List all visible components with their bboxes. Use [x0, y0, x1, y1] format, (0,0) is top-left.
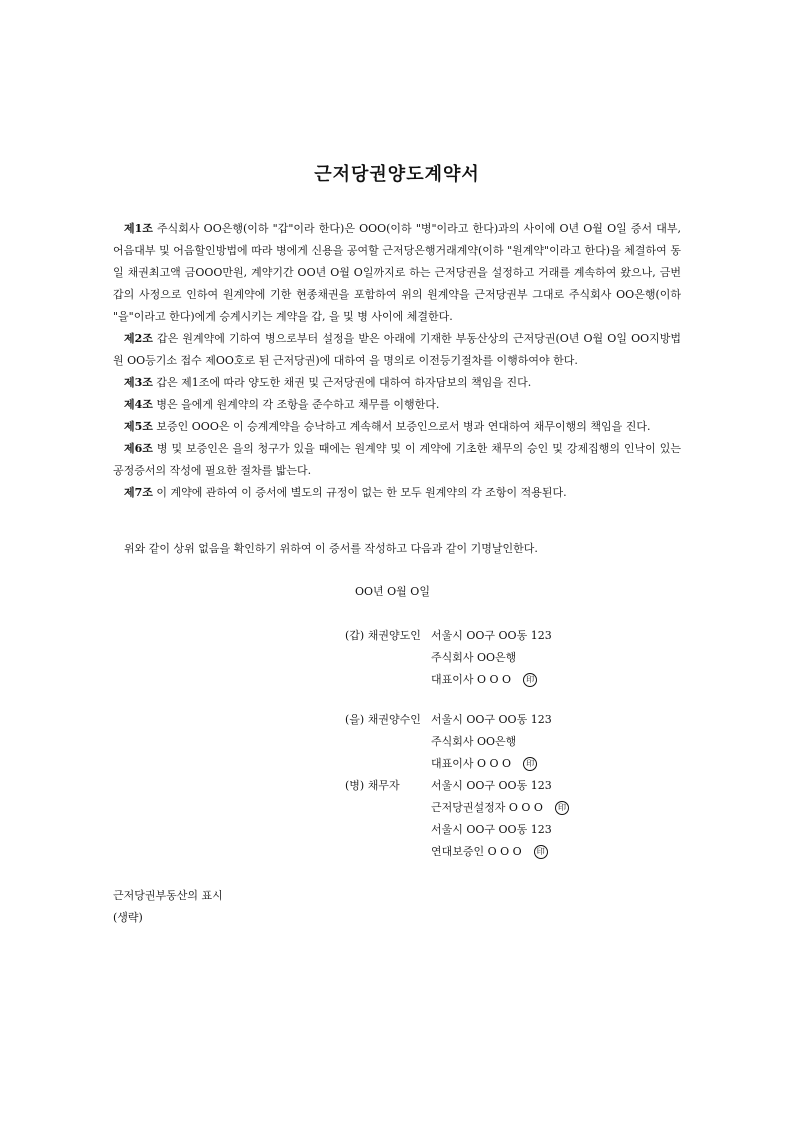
seal-icon: 印: [534, 845, 548, 859]
article-text: 갑은 제1조에 따라 양도한 채권 및 근저당권에 대하여 하자담보의 책임을 진다.: [152, 376, 532, 389]
seal-icon: 印: [555, 801, 569, 815]
property-note: (생략): [113, 911, 143, 924]
joint-guarantor: 연대보증인 O O O: [431, 845, 522, 858]
party-address: 서울시 OO구 OO동 123: [431, 713, 552, 726]
article-2: [113, 328, 681, 372]
article-text: 병 및 보증인은 을의 청구가 있을 때에는 원계약 및 이 계약에 기초한 채무의 승인 및 강제집행의 인낙이 있는 공정증서의 작성에 필요한 절차를 밟는다.: [113, 442, 681, 477]
article-4: [113, 394, 681, 416]
guarantor-address: 서울시 OO구 OO동 123: [431, 823, 552, 836]
article-number: 제3조: [124, 376, 153, 389]
contract-date: OO년 O월 O일: [355, 585, 430, 598]
article-5: [113, 416, 681, 438]
article-3: [113, 372, 681, 394]
article-list: [113, 218, 681, 504]
closing-statement: 위와 같이 상위 없음을 확인하기 위하여 이 증서를 작성하고 다음과 같이 기명날인한다.: [124, 542, 538, 555]
article-number: 제6조: [124, 442, 153, 455]
article-number: 제1조: [124, 222, 153, 235]
article-6: [113, 438, 681, 482]
article-number: 제2조: [124, 332, 153, 345]
party-representative: 대표이사 O O O: [431, 673, 512, 686]
party-label: (병) 채무자: [345, 779, 400, 792]
party-company: 주식회사 OO은행: [431, 651, 517, 664]
article-text: 주식회사 OO은행(이하 "갑"이라 한다)은 OOO(이하 "병"이라고 한다)과의 사이에 O년 O월 O일 증서 대부, 어음대부 및 어음할인방법에 따라 병에게 신용을 공여할 근저당은행거래계약(이하 "원계약"이라고 한다)을 체결하여 동일 채권최고액 금OOO만원, 계약기간 OO년 O월 O일까지로 하는 근저당권을 설정하고 거래를 계속하여 왔으나, 금번 갑의 사정으로 인하여 원계약에 기한 현종채권을 포함하여 위의 원계약을 근저당권부 그대로 주식회사 OO은행(이하 "을"이라고 한다)에게 승계시키는 계약을 갑, 을 및 병 사이에 체결한다.: [113, 222, 681, 323]
seal-icon: 印: [523, 673, 537, 687]
article-number: 제5조: [124, 420, 153, 433]
article-1: [113, 218, 681, 328]
party-label: (갑) 채권양도인: [345, 629, 421, 642]
party-address: 서울시 OO구 OO동 123: [431, 629, 552, 642]
seal-icon: 印: [523, 757, 537, 771]
party-company: 주식회사 OO은행: [431, 735, 517, 748]
debtor-address: 서울시 OO구 OO동 123: [431, 779, 552, 792]
article-text: 이 계약에 관하여 이 증서에 별도의 규정이 없는 한 모두 원계약의 각 조항이 적용된다.: [152, 486, 567, 499]
property-heading: 근저당권부동산의 표시: [113, 889, 223, 902]
article-number: 제4조: [124, 398, 153, 411]
property-section: [113, 885, 223, 929]
document-title: 근저당권양도계약서: [314, 164, 480, 185]
mortgage-setter: 근저당권설정자 O O O: [431, 801, 543, 814]
article-text: 보증인 OOO은 이 승계계약을 승낙하고 계속해서 보증인으로서 병과 연대하여 채무이행의 책임을 진다.: [152, 420, 651, 433]
article-7: [113, 482, 681, 504]
party-label: (을) 채권양수인: [345, 713, 421, 726]
article-number: 제7조: [124, 486, 153, 499]
article-text: 갑은 원계약에 기하여 병으로부터 설정을 받은 아래에 기재한 부동산상의 근저당권(O년 O월 O일 OO지방법원 OO등기소 접수 제OO호로 된 근저당권)에 대하여 을 명의로 이전등기절차를 이행하여야 한다.: [113, 332, 681, 367]
article-text: 병은 을에게 원계약의 각 조항을 준수하고 채무를 이행한다.: [152, 398, 440, 411]
party-representative: 대표이사 O O O: [431, 757, 512, 770]
